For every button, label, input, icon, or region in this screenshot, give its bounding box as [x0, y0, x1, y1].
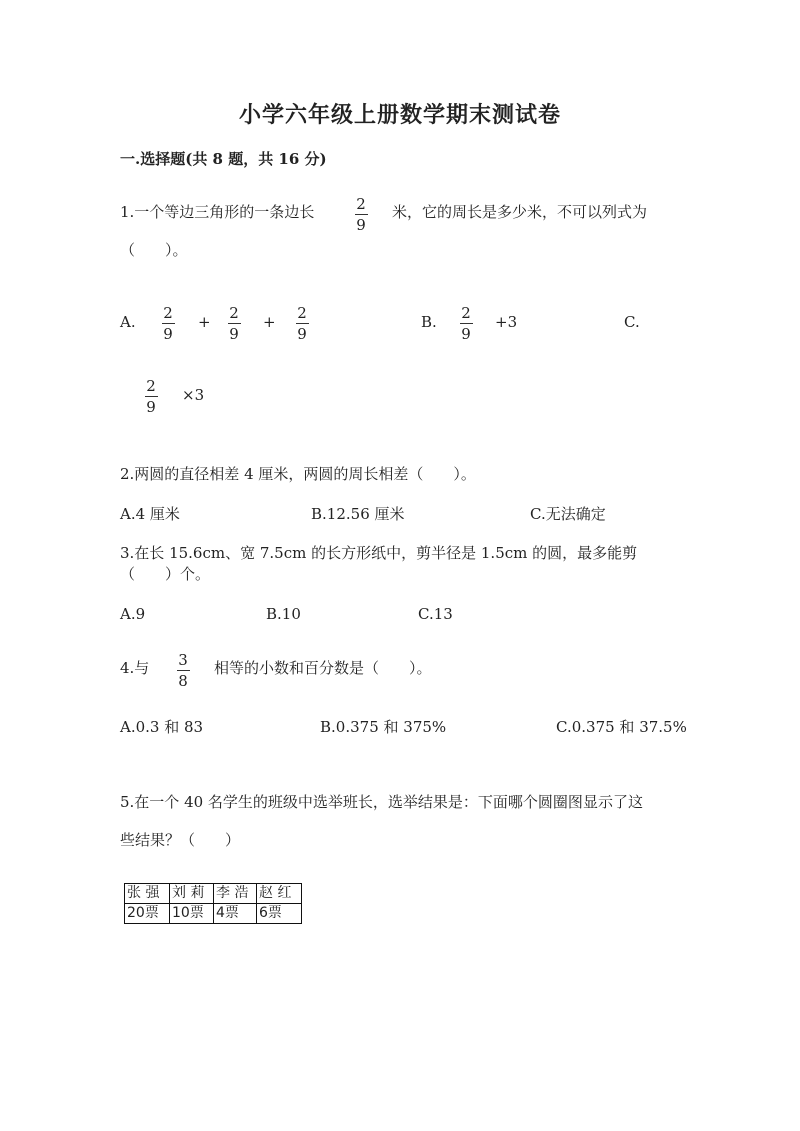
q2-option-a[interactable]: A.4 厘米: [120, 505, 180, 523]
q1-option-a-plus-2: +: [263, 313, 276, 331]
q4-option-b[interactable]: B.0.375 和 375%: [320, 718, 447, 736]
fraction-bar: [355, 214, 368, 215]
q1-option-b-tail: +3: [495, 313, 518, 331]
q4-option-a[interactable]: A.0.3 和 83: [120, 718, 204, 736]
section-heading: 一.选择题(共 8 题，共 16 分): [120, 150, 327, 168]
q4-prefix: 4.与: [120, 659, 150, 677]
fraction-numerator: 2: [146, 377, 156, 395]
vote-count: 6票: [257, 904, 302, 924]
fraction-bar: [177, 670, 190, 671]
fraction-numerator: 2: [297, 304, 307, 322]
fraction-denominator: 9: [229, 325, 239, 343]
q1-option-c-fraction: [143, 378, 159, 415]
fraction-numerator: 2: [356, 195, 366, 213]
q1-blank: （ ）。: [120, 241, 188, 259]
fraction-bar: [145, 396, 158, 397]
q4-suffix: 相等的小数和百分数是（ ）。: [214, 659, 432, 677]
table-row: [125, 904, 302, 924]
q1-stem-fraction: [353, 196, 369, 233]
q2-option-b[interactable]: B.12.56 厘米: [311, 505, 405, 523]
q1-suffix: 米，它的周长是多少米，不可以列式为: [392, 203, 648, 221]
vote-count: 4票: [214, 904, 257, 924]
fraction-numerator: 2: [461, 304, 471, 322]
candidate-name: 赵 红: [257, 884, 302, 904]
candidate-name: 张 强: [125, 884, 170, 904]
page-title: 小学六年级上册数学期末测试卷: [238, 102, 561, 128]
q1-option-c-label[interactable]: C.: [624, 313, 640, 331]
fraction-bar: [296, 323, 309, 324]
q3-option-a[interactable]: A.9: [120, 605, 146, 623]
fraction-denominator: 9: [356, 216, 366, 234]
candidate-name: 李 浩: [214, 884, 257, 904]
q1-option-a-fraction-2: [226, 305, 242, 342]
q3-line-2: （ ）个。: [120, 565, 211, 583]
q1-option-a-plus-1: +: [198, 313, 211, 331]
q5-line-2: 些结果？（ ）: [120, 831, 241, 849]
q3-option-c[interactable]: C.13: [418, 605, 453, 623]
q1-option-a-fraction-3: [294, 305, 310, 342]
q2-text: 2.两圆的直径相差 4 厘米，两圆的周长相差（ ）。: [120, 465, 476, 483]
q1-option-a-fraction-1: [160, 305, 176, 342]
q1-option-a-label[interactable]: A.: [120, 313, 136, 331]
fraction-denominator: 9: [163, 325, 173, 343]
fraction-numerator: 2: [163, 304, 173, 322]
fraction-numerator: 2: [229, 304, 239, 322]
fraction-denominator: 8: [178, 672, 188, 690]
q3-line-1: 3.在长 15.6cm、宽 7.5cm 的长方形纸中，剪半径是 1.5cm 的圆，最多能剪: [120, 544, 638, 562]
vote-count: 10票: [170, 904, 214, 924]
table-row: [125, 884, 302, 904]
q1-prefix: 1.一个等边三角形的一条边长: [120, 203, 315, 221]
fraction-denominator: 9: [297, 325, 307, 343]
q1-option-c-tail: ×3: [182, 386, 205, 404]
fraction-bar: [228, 323, 241, 324]
q4-fraction: [175, 652, 191, 689]
q3-option-b[interactable]: B.10: [266, 605, 301, 623]
q1-option-b-fraction: [458, 305, 474, 342]
q2-option-c[interactable]: C.无法确定: [530, 505, 606, 523]
q5-line-1: 5.在一个 40 名学生的班级中选举班长，选举结果是：下面哪个圆圈图显示了这: [120, 793, 643, 811]
fraction-numerator: 3: [178, 651, 188, 669]
fraction-bar: [162, 323, 175, 324]
q1-option-b-label[interactable]: B.: [421, 313, 437, 331]
vote-results-table: [124, 883, 302, 924]
fraction-denominator: 9: [461, 325, 471, 343]
vote-count: 20票: [125, 904, 170, 924]
fraction-bar: [460, 323, 473, 324]
candidate-name: 刘 莉: [170, 884, 214, 904]
q4-option-c[interactable]: C.0.375 和 37.5%: [556, 718, 687, 736]
fraction-denominator: 9: [146, 398, 156, 416]
